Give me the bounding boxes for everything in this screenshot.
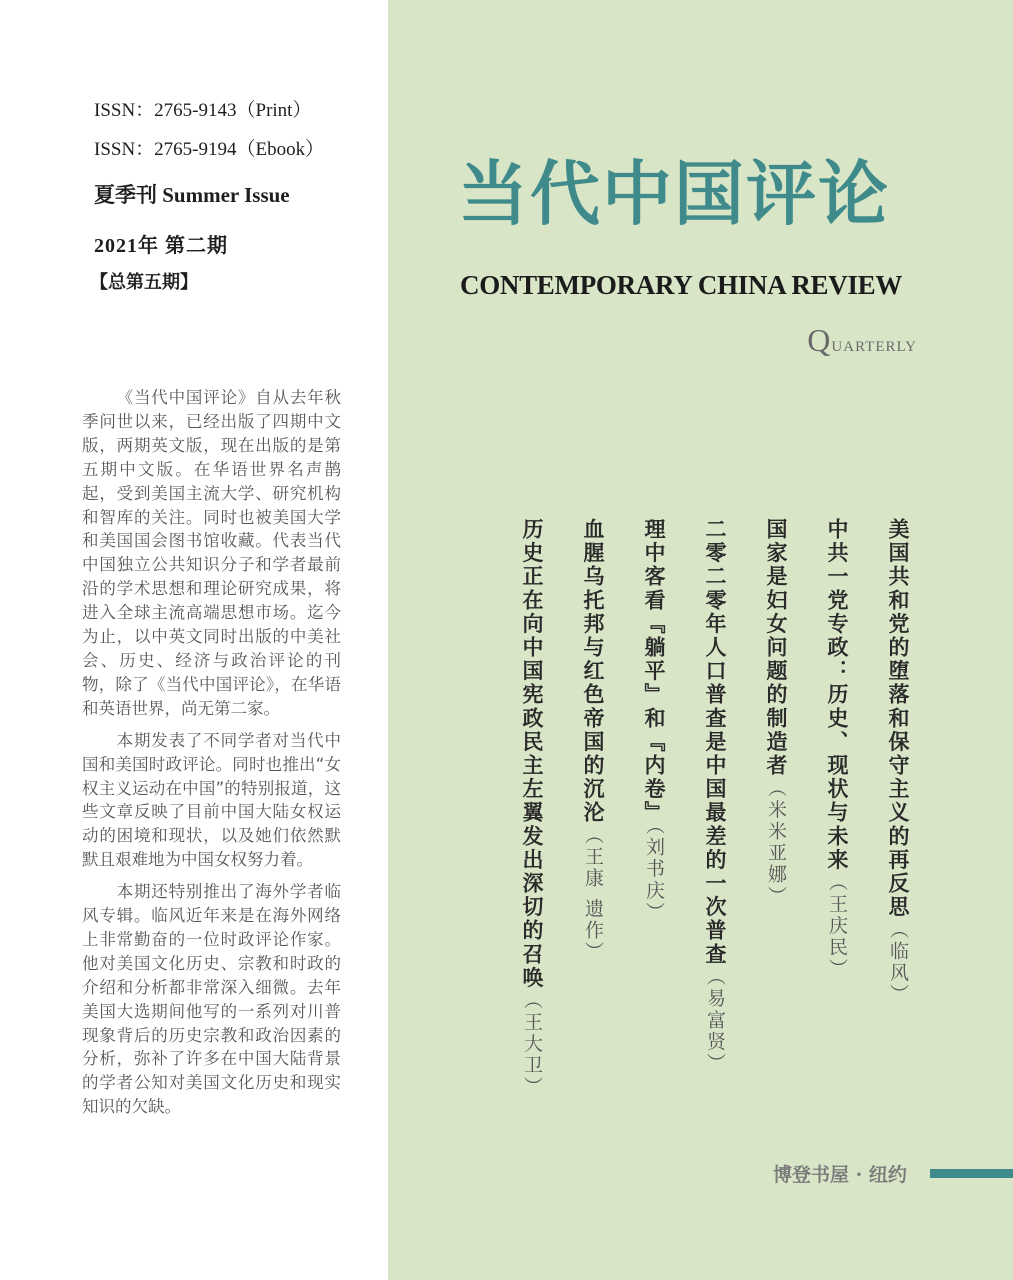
toc-title: 二零二零年人口普查是中国最差的一次普查 xyxy=(703,518,728,967)
toc-author: （王庆民） xyxy=(826,872,848,980)
issn-print: ISSN：2765-9143（Print） xyxy=(94,100,312,121)
toc-title: 中共一党专政：历史、现状与未来 xyxy=(825,518,850,872)
journal-title-english: CONTEMPORARY CHINA REVIEW xyxy=(460,270,903,300)
toc-item[interactable] xyxy=(547,518,608,1118)
toc-item[interactable] xyxy=(486,518,547,1118)
toc-author: （刘书庆） xyxy=(643,824,665,924)
intro-paragraph: 本期发表了不同学者对当代中国和美国时政评论。同时也推出“女权主义运动在中国”的特别报道，这些文章反映了目前中国大陆女权运动的困境和现状，以及她们依然默默且艰难地为中国女权努力着。 xyxy=(82,730,341,870)
intro-paragraph: 本期还特别推出了海外学者临风专辑。临风近年来是在海外网络上非常勤奋的一位时政评论作家。他对美国文化历史、宗教和时政的介绍和分析都非常深入细微。去年美国大选期间他写的一系列对川普现象背后的历史宗教和政治因素的分析，弥补了许多在中国大陆背景的学者公知对美国文化历史和现实知识的欠缺。 xyxy=(82,882,341,1117)
season-label: 夏季刊 Summer Issue xyxy=(94,183,290,207)
toc-title: 理中客看『躺平』和『内卷』 xyxy=(642,518,667,825)
quarterly-subtitle xyxy=(807,322,917,359)
toc-author: （易富贤） xyxy=(704,966,726,1075)
issn-ebook: ISSN：2765-9194（Ebook） xyxy=(94,139,325,160)
year-issue-label: 2021年 第二期 xyxy=(94,235,228,257)
total-issue-label: 【总第五期】 xyxy=(90,272,198,292)
journal-title-chinese: 当代中国评论 xyxy=(458,152,890,235)
left-info-panel xyxy=(0,0,388,1280)
toc-item[interactable] xyxy=(730,518,791,1118)
quarterly-rest: uarterly xyxy=(831,331,917,356)
table-of-contents xyxy=(486,518,913,1118)
toc-item[interactable] xyxy=(669,518,730,1118)
publisher-label: 博登书屋 · 纽约 xyxy=(773,1164,907,1186)
toc-item[interactable] xyxy=(791,518,852,1118)
toc-author: （临风） xyxy=(887,919,909,1006)
toc-title: 血腥乌托邦与红色帝国的沉沦 xyxy=(581,518,606,825)
toc-author: （王大卫） xyxy=(521,990,543,1098)
toc-item[interactable] xyxy=(852,518,913,1118)
toc-title: 历史正在向中国宪政民主左翼发出深切的召唤 xyxy=(520,518,545,990)
decorative-bar xyxy=(930,1169,1013,1178)
toc-title: 美国共和党的堕落和保守主义的再反思 xyxy=(886,518,911,920)
toc-author: （米米亚娜） xyxy=(765,777,787,908)
toc-item[interactable] xyxy=(608,518,669,1118)
quarterly-initial: Q xyxy=(807,322,832,358)
intro-text xyxy=(82,386,341,1127)
toc-title: 国家是妇女问题的制造者 xyxy=(764,518,789,778)
toc-author: （王康 遗作） xyxy=(582,824,604,964)
intro-paragraph: 《当代中国评论》自从去年秋季问世以来，已经出版了四期中文版，两期英文版，现在出版的是第五期中文版。在华语世界名声鹊起，受到美国主流大学、研究机构和智库的关注。同时也被美国大学和美国国会图书馆收藏。代表当代中国独立公共知识分子和学者最前沿的学术思想和理论研究成果，将进入全球主流高端思想市场。迄今为止，以中英文同时出版的中美社会、历史、经济与政治评论的刊物，除了《当代中国评论》，在华语和英语世界，尚无第二家。 xyxy=(82,388,341,718)
